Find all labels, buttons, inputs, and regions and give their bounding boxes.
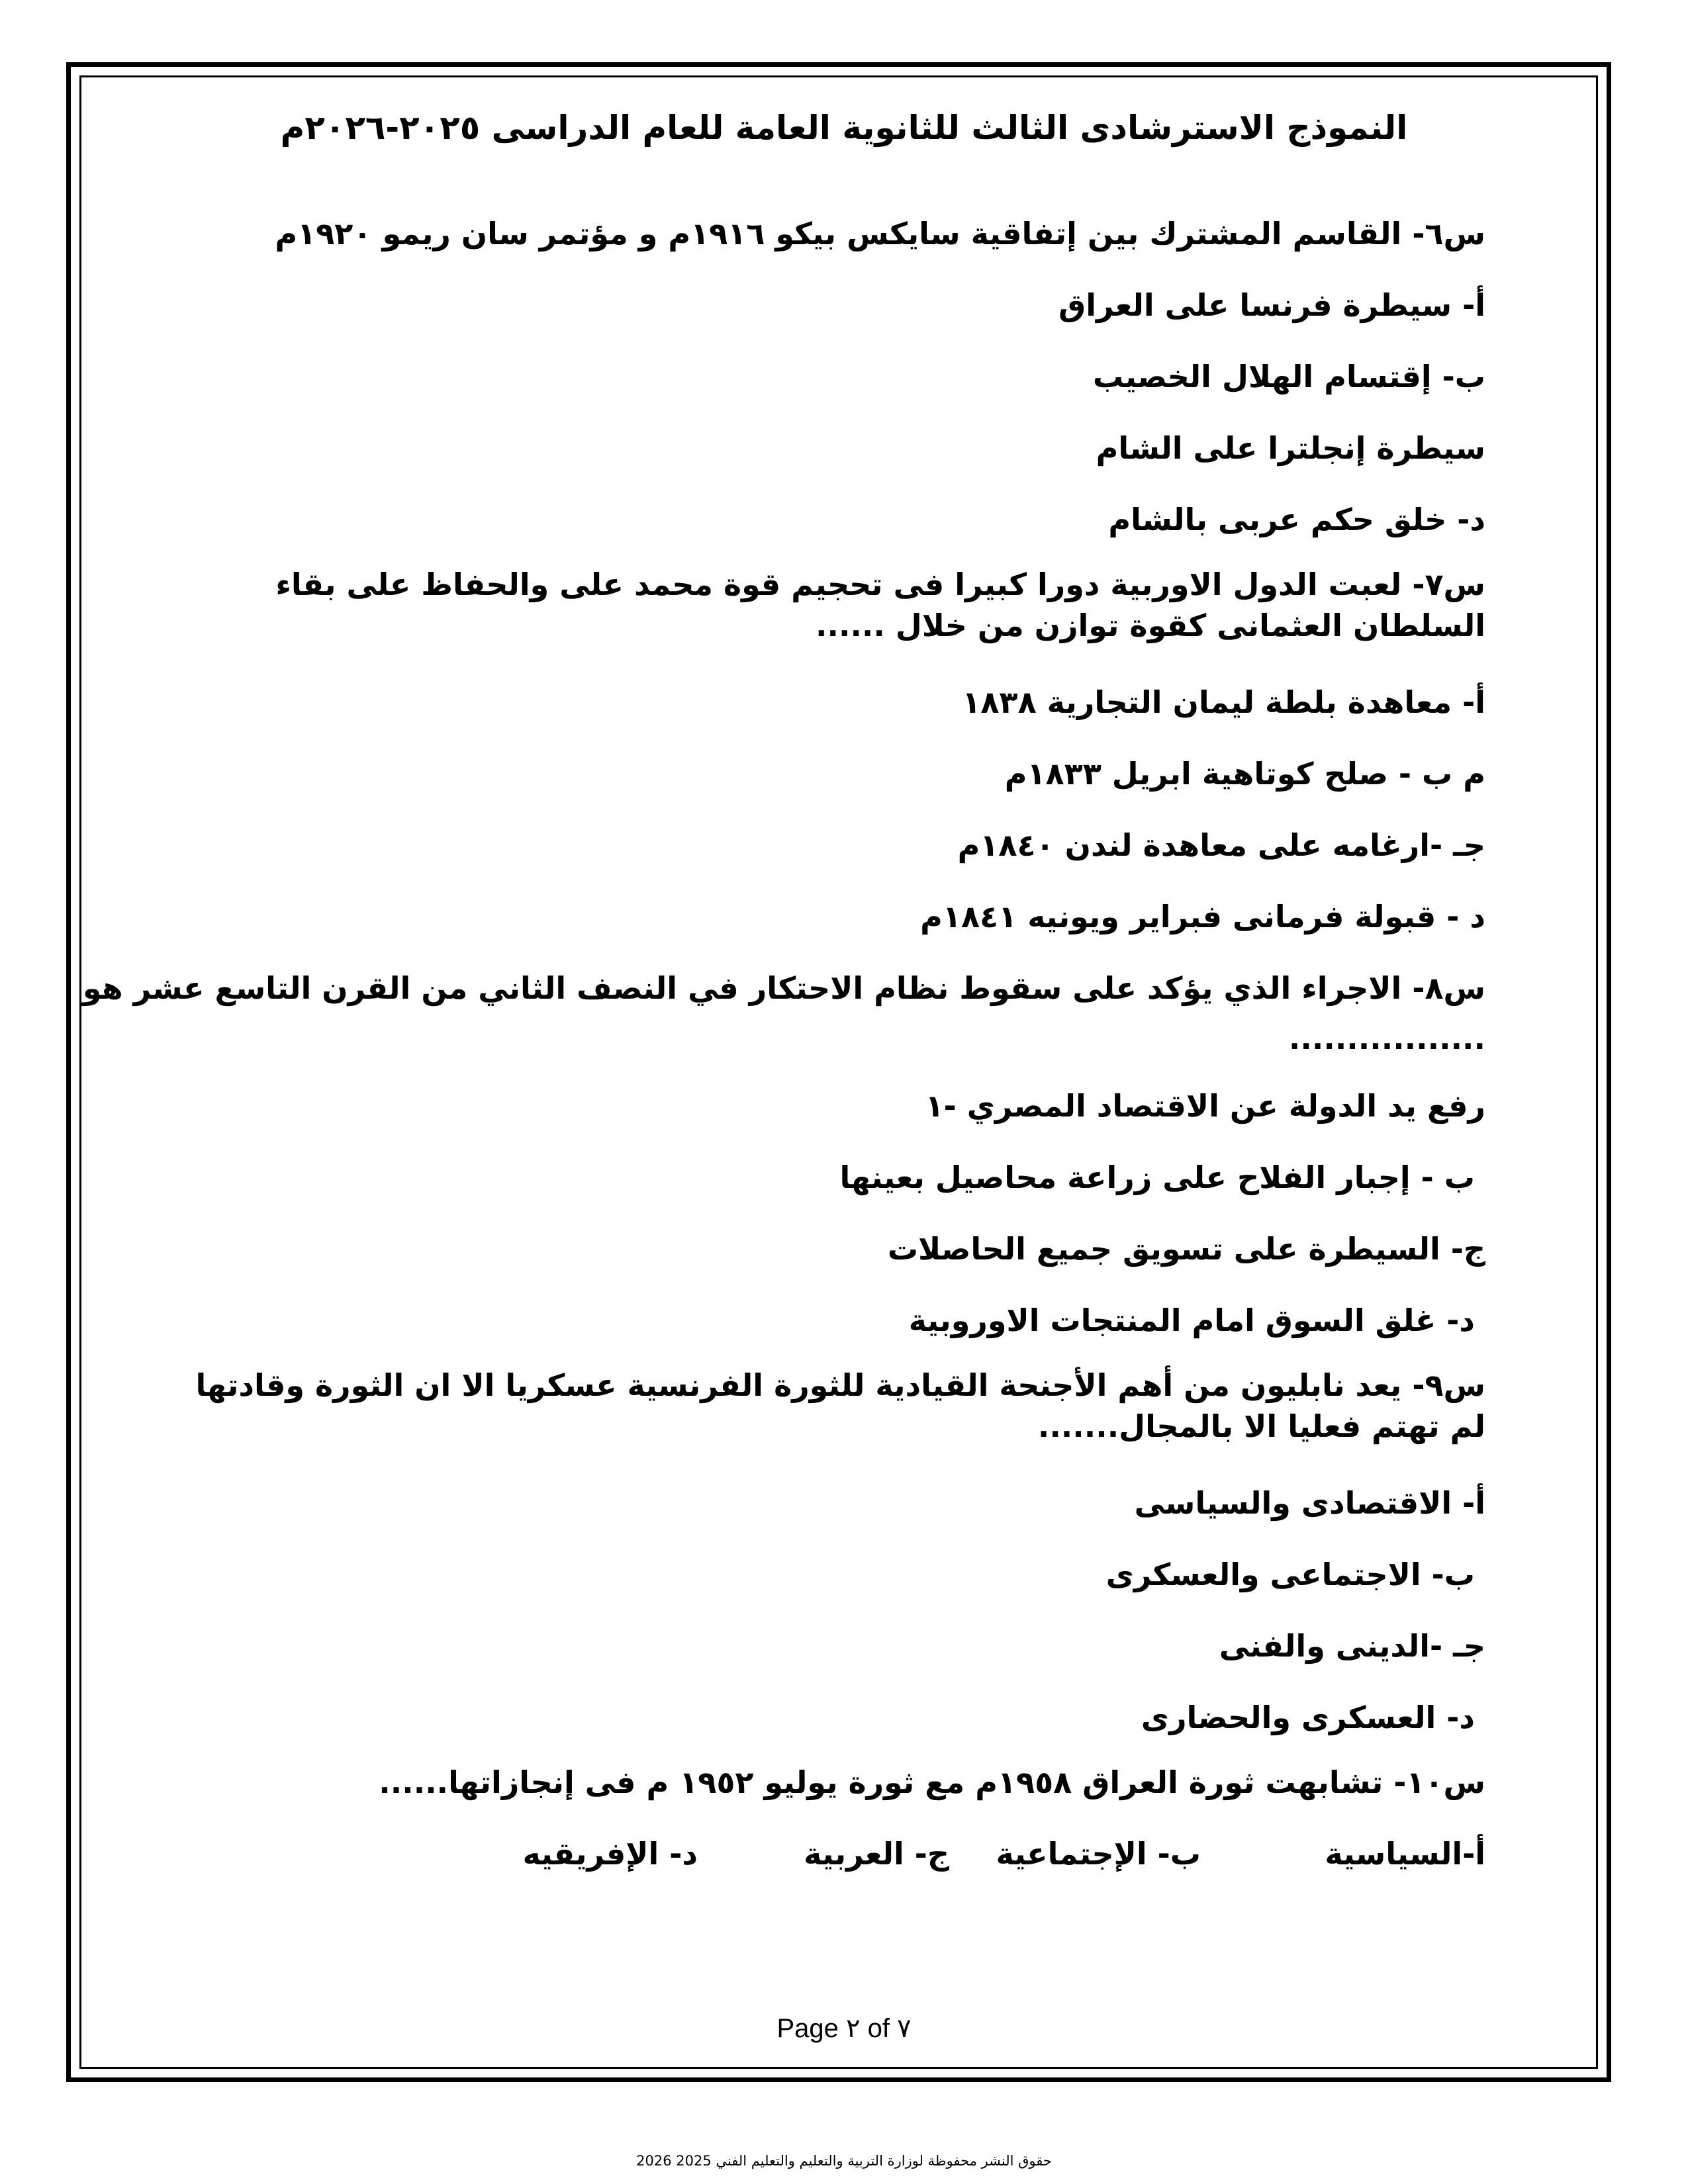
q9-option-d: د- العسكرى والحضارى: [1141, 1700, 1475, 1735]
q10-option-b: ب- الإجتماعية: [996, 1836, 1201, 1872]
q7-option-b: م ب - صلح كوتاهية ابريل ١٨٣٣م: [1004, 756, 1485, 792]
q10-option-c: ج- العربية: [804, 1836, 949, 1872]
q8-answer-dots: .................: [1288, 1021, 1485, 1056]
q8-option-c: ج- السيطرة على تسويق جميع الحاصلات: [887, 1231, 1485, 1267]
question-6: س٦- القاسم المشترك بين إتفاقية سايكس بيكو ١٩١٦م و مؤتمر سان ريمو ١٩٢٠م: [275, 216, 1485, 251]
q8-option-b: ب - إجبار الفلاح على زراعة محاصيل بعينها: [839, 1160, 1475, 1195]
q10-option-d: د- الإفريقيه: [522, 1836, 698, 1872]
question-7: س٧- لعبت الدول الاوربية دورا كبيرا فى تحجيم قوة محمد على والحفاظ على بقاء السلطان العثمانى كقوة توازن من خلال ......: [275, 567, 1485, 643]
q10-options-row: [463, 1833, 1485, 1876]
q7-option-d: د - قبولة فرمانى فبراير ويونيه ١٨٤١م: [920, 899, 1485, 934]
q9-option-c: جـ -الدينى والفنى: [1219, 1628, 1485, 1664]
question-8: س٨- الاجراء الذي يؤكد على سقوط نظام الاحتكار في النصف الثاني من القرن التاسع عشر هو: [82, 970, 1485, 1006]
q8-option-a: رفع يد الدولة عن الاقتصاد المصري -١: [925, 1088, 1485, 1124]
q7-option-c: جـ -ارغامه على معاهدة لندن ١٨٤٠م: [957, 827, 1485, 863]
question-9: س٩- يعد نابليون من أهم الأجنحة القيادية للثورة الفرنسية عسكريا الا ان الثورة وقادتها لم تهتم فعليا الا بالمجال.......: [195, 1367, 1485, 1444]
q6-option-b: ب- إقتسام الهلال الخصيب: [1092, 359, 1485, 394]
q7-option-a: أ- معاهدة بلطة ليمان التجارية ١٨٣٨: [962, 684, 1485, 720]
q9-option-b: ب- الاجتماعى والعسكرى: [1105, 1557, 1475, 1592]
q6-option-a: أ- سيطرة فرنسا على العراق: [1058, 287, 1485, 323]
q8-option-d: د- غلق السوق امام المنتجات الاوروبية: [908, 1302, 1475, 1338]
q9-option-a: أ- الاقتصادى والسياسى: [1134, 1485, 1485, 1521]
copyright-footer: حقوق النشر محفوظة لوزارة التربية والتعليم والتعليم الفني 2025 2026: [636, 2153, 1052, 2169]
page-number: Page ٢ of ٧: [776, 2014, 912, 2043]
q6-option-c: سيطرة إنجلترا على الشام: [1096, 430, 1485, 466]
q6-option-d: د- خلق حكم عربى بالشام: [1108, 502, 1485, 537]
q10-option-a: أ-السياسية: [1325, 1836, 1485, 1872]
page-title: النموذج الاسترشادى الثالث للثانوية العامة للعام الدراسى ٢٠٢٥-٢٠٢٦م: [280, 109, 1408, 147]
question-10: س١٠- تشابهت ثورة العراق ١٩٥٨م مع ثورة يوليو ١٩٥٢ م فى إنجازاتها......: [379, 1764, 1485, 1800]
